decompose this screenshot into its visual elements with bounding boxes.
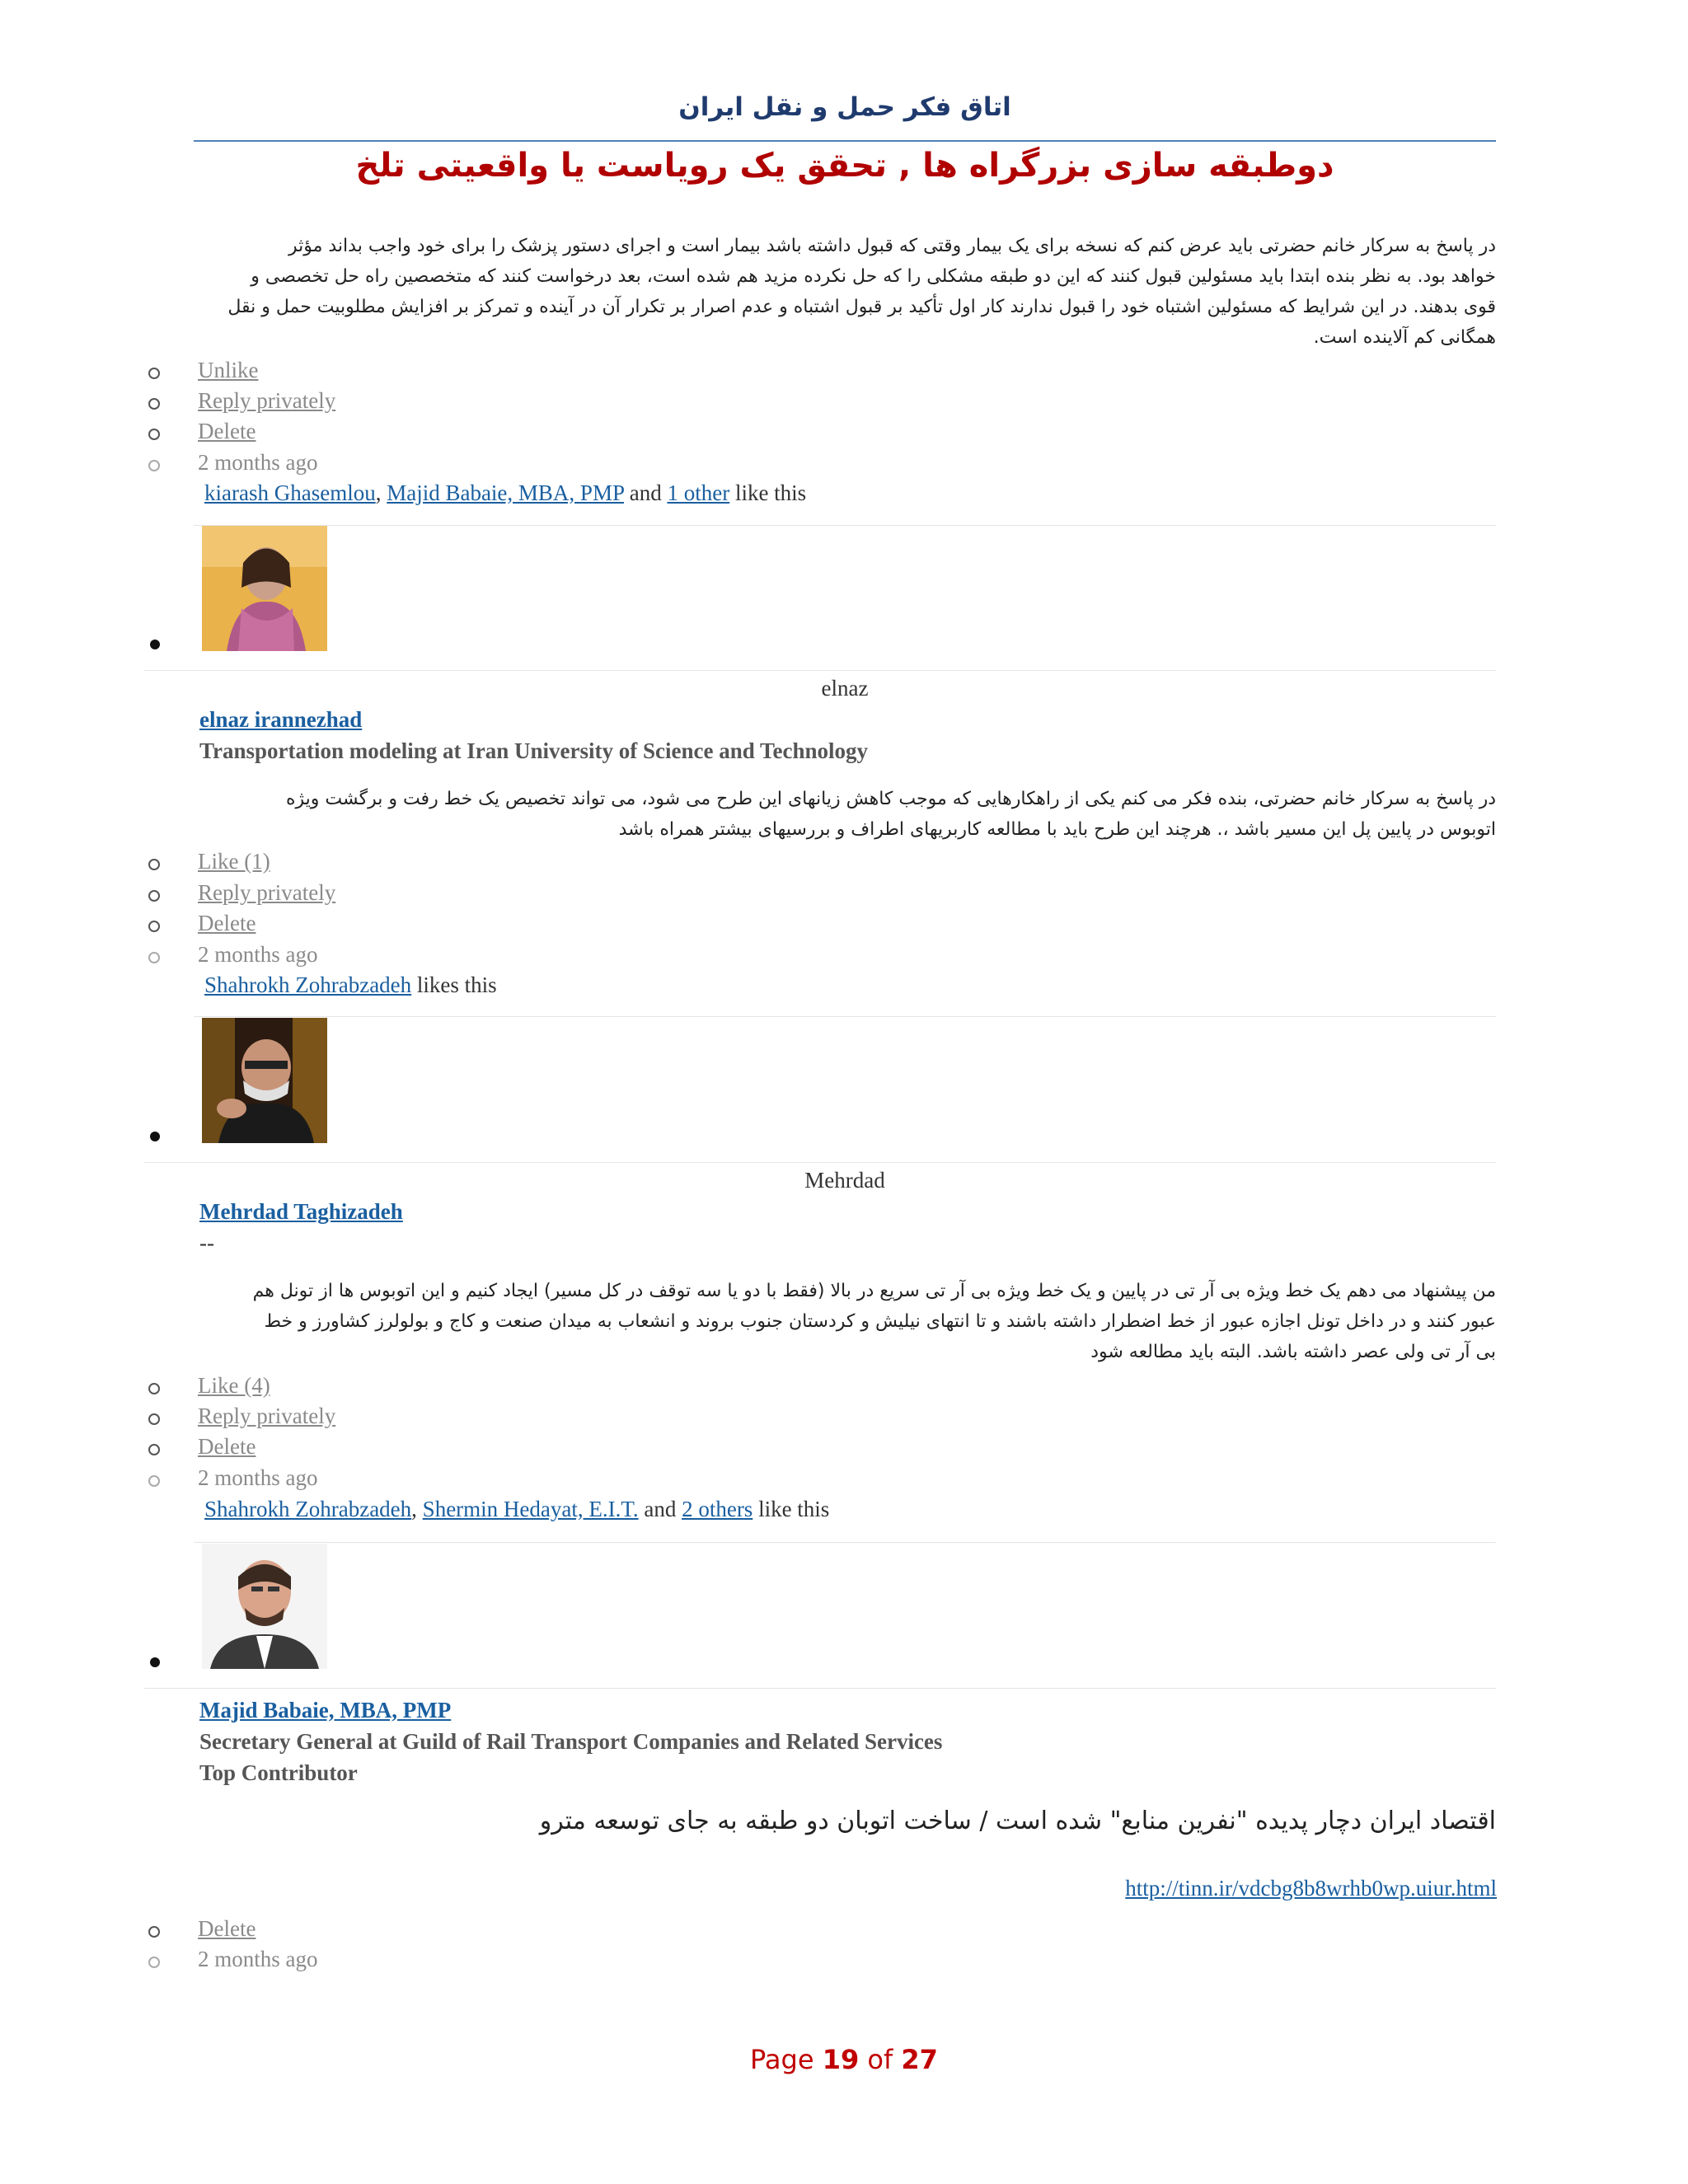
footer-of-word: of bbox=[867, 2044, 893, 2075]
list-bullet bbox=[148, 1926, 160, 1938]
divider bbox=[194, 1542, 1496, 1543]
list-bullet bbox=[148, 1444, 160, 1455]
avatar-majid-image bbox=[202, 1544, 327, 1669]
comment-body bbox=[198, 231, 1496, 353]
likes-others-link[interactable]: 1 other bbox=[667, 480, 730, 505]
header-divider bbox=[194, 140, 1496, 142]
liker-link[interactable]: Shermin Hedayat, E.I.T. bbox=[422, 1497, 639, 1521]
reply-privately-link[interactable]: Reply privately bbox=[198, 880, 336, 905]
divider bbox=[194, 525, 1496, 526]
list-bullet bbox=[148, 368, 160, 379]
delete-link[interactable]: Delete bbox=[198, 419, 256, 443]
list-bullet bbox=[150, 1132, 160, 1141]
page-header-org: اتاق فکر حمل و نقل ایران bbox=[678, 92, 1011, 122]
comment-timestamp: 2 months ago bbox=[198, 1947, 318, 1971]
comment-line: قوی بدهند. در این شرایط که مسئولین اشتباه خود را قبول ندارند کار اول تأکید بر قبول اشتباه و عدم اصرار بر تکرار آن در آینده و تمرکز بر افزایش مطلوبیت حمل و نقل bbox=[227, 297, 1496, 317]
comment-body: اقتصاد ایران دچار پدیده "نفرین منابع" شده است / ساخت اتوبان دو طبقه به جای توسعه مترو bbox=[539, 1807, 1496, 1835]
avatar[interactable] bbox=[202, 1544, 327, 1669]
list-bullet bbox=[148, 398, 160, 410]
liker-link[interactable]: Shahrokh Zohrabzadeh bbox=[204, 1497, 412, 1521]
reply-privately-link[interactable]: Reply privately bbox=[198, 1404, 336, 1428]
comment-line: بی آر تی ولی عصر داشته باشد. البته باید مطالعه شود bbox=[1090, 1342, 1496, 1362]
reply-privately-link[interactable]: Reply privately bbox=[198, 388, 336, 413]
commenter-short-name: Mehrdad bbox=[804, 1168, 885, 1193]
list-bullet bbox=[148, 890, 160, 902]
likes-and: and bbox=[644, 1497, 677, 1521]
likes-line bbox=[204, 972, 497, 998]
liker-link[interactable]: Shahrokh Zohrabzadeh bbox=[204, 972, 412, 997]
comment-line: من پیشنهاد می دهم یک خط ویژه بی آر تی در پایین و یک خط ویژه بی آر تی سریع در بالا (فقط با دو یا سه توقف در کل مسیر) ایجاد کنیم و این اتوبوس ها از تونل هم bbox=[252, 1281, 1496, 1301]
comment-body bbox=[198, 1276, 1496, 1367]
total-pages-number: 27 bbox=[901, 2044, 938, 2075]
list-bullet bbox=[148, 921, 160, 932]
author-link[interactable]: elnaz irannezhad bbox=[199, 707, 363, 732]
commenter-short-name: elnaz bbox=[821, 676, 869, 701]
list-bullet bbox=[148, 859, 160, 870]
list-bullet bbox=[148, 1413, 160, 1425]
comment-line: عبور کنند و در داخل تونل اجازه عبور از خط اضطرار داشته باشند و تا انتهای نیلیش و کردستان جنوب بروند و انشعاب به میدان صنعت و کاج و بولولرز کشاورز و خط bbox=[264, 1311, 1496, 1332]
list-bullet bbox=[148, 429, 160, 440]
likes-line: kiarash Ghasemlou, Majid Babaie, MBA, PMP and 1 other like this bbox=[204, 480, 807, 505]
headline-placeholder: -- bbox=[199, 1230, 214, 1255]
avatar[interactable] bbox=[202, 526, 327, 651]
divider bbox=[144, 1688, 1496, 1689]
shared-article-link[interactable]: http://tinn.ir/vdcbg8b8wrhb0wp.uiur.html bbox=[1125, 1876, 1497, 1900]
document-title: دوطبقه سازی بزرگراه ها , تحقق یک رویاست یا واقعیتی تلخ bbox=[355, 147, 1334, 185]
likes-line: Shahrokh Zohrabzadeh, Shermin Hedayat, E.I.T. and 2 others like this bbox=[204, 1497, 830, 1521]
delete-link[interactable]: Delete bbox=[198, 1916, 256, 1941]
liker-link[interactable]: Majid Babaie, MBA, PMP bbox=[387, 480, 624, 505]
avatar[interactable] bbox=[202, 1018, 327, 1143]
delete-link[interactable]: Delete bbox=[198, 911, 256, 935]
top-contributor-badge: Top Contributor bbox=[199, 1760, 358, 1785]
likes-and: and bbox=[629, 480, 662, 505]
divider bbox=[144, 1162, 1496, 1163]
comment-line: در پاسخ به سرکار خانم حضرتی باید عرض کنم که نسخه برای یک بیمار وقتی که قبول داشته باشد بیمار است و اجرای دستور پزشک را برای خود واجب بداند مؤثر bbox=[288, 236, 1496, 256]
author-headline: Secretary General at Guild of Rail Transport Companies and Related Services bbox=[199, 1729, 943, 1754]
likes-suffix: likes this bbox=[416, 972, 497, 997]
avatar-elnaz-image bbox=[202, 526, 327, 651]
divider bbox=[194, 1016, 1496, 1017]
avatar-mehrdad-image bbox=[202, 1018, 327, 1143]
comment-timestamp: 2 months ago bbox=[198, 450, 318, 475]
likes-suffix: like this bbox=[734, 480, 807, 505]
like-link[interactable]: Like (4) bbox=[198, 1373, 270, 1398]
comment-line: اتوبوس در پایین پل این مسیر باشد ،. هرچند این طرح باید با مطالعه کاربریهای اطراف و بررسیهای بیشتر همراه باشد bbox=[618, 819, 1496, 840]
author-link[interactable]: Majid Babaie, MBA, PMP bbox=[199, 1698, 452, 1722]
comment-timestamp: 2 months ago bbox=[198, 1465, 318, 1490]
list-bullet bbox=[148, 1383, 160, 1394]
unlike-link[interactable]: Unlike bbox=[198, 358, 259, 382]
author-headline: Transportation modeling at Iran University of Science and Technology bbox=[199, 738, 869, 763]
comment-line: همگانی کم آلاینده است. bbox=[1313, 327, 1496, 348]
author-link[interactable]: Mehrdad Taghizadeh bbox=[199, 1199, 403, 1224]
list-bullet bbox=[148, 1475, 160, 1487]
list-bullet bbox=[150, 640, 160, 649]
list-bullet bbox=[148, 1957, 160, 1968]
current-page-number: 19 bbox=[822, 2044, 860, 2075]
delete-link[interactable]: Delete bbox=[198, 1434, 256, 1459]
divider bbox=[144, 670, 1496, 671]
comment-line: در پاسخ به سرکار خانم حضرتی، بنده فکر می کنم یکی از راهکارهایی که موجب کاهش زیانهای این طرح می شود، می تواند تخصیص یک خط رفت و برگشت ویژه bbox=[285, 789, 1496, 809]
list-bullet bbox=[148, 952, 160, 963]
list-bullet bbox=[148, 460, 160, 471]
list-bullet bbox=[150, 1657, 160, 1667]
comment-timestamp: 2 months ago bbox=[198, 942, 318, 967]
footer-page-word: Page bbox=[750, 2044, 814, 2075]
like-link[interactable]: Like (1) bbox=[198, 849, 270, 874]
page-footer bbox=[0, 2044, 1688, 2075]
likes-others-link[interactable]: 2 others bbox=[682, 1497, 753, 1521]
likes-suffix: like this bbox=[758, 1497, 830, 1521]
comment-line: خواهد بود. به نظر بنده ابتدا باید مسئولین قبول کنند که این دو طبقه مشکلی را که حل نکرده مزید هم شده است، بعد درخواست کنند که متخصصین راه حل تخصصی و bbox=[251, 266, 1496, 287]
comment-body bbox=[198, 784, 1496, 845]
liker-link[interactable]: kiarash Ghasemlou bbox=[204, 480, 376, 505]
